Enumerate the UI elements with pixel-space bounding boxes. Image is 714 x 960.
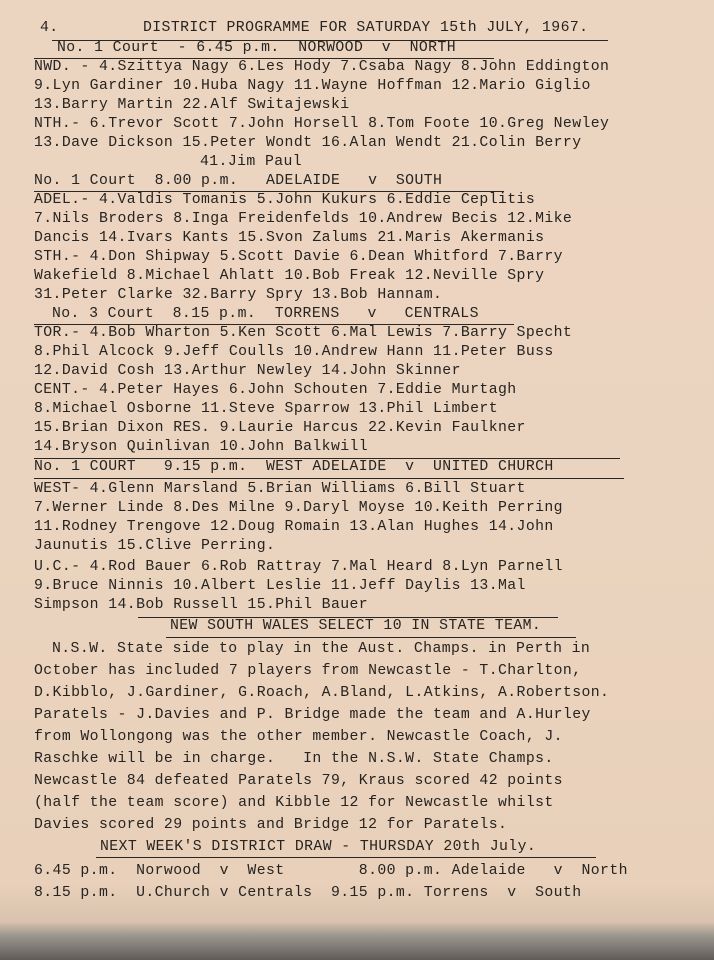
- team-list-line: TOR.- 4.Bob Wharton 5.Ken Scott 6.Mal Lewis 7.Barry Specht: [34, 325, 573, 341]
- match-heading-west-adelaide-united-church: No. 1 COURT 9.15 p.m. WEST ADELAIDE v UNITED CHURCH: [34, 459, 554, 475]
- fixture-line: 8.15 p.m. U.Church v Centrals 9.15 p.m. Torrens v South: [34, 885, 582, 901]
- article-paragraph-line: N.S.W. State side to play in the Aust. Champs. in Perth in: [52, 641, 591, 657]
- team-list-line: STH.- 4.Don Shipway 5.Scott Davie 6.Dean Whitford 7.Barry: [34, 249, 563, 265]
- article-paragraph-line: Davies scored 29 points and Bridge 12 for Paratels.: [34, 817, 508, 833]
- team-list-line: 8.Phil Alcock 9.Jeff Coulls 10.Andrew Hann 11.Peter Buss: [34, 344, 554, 360]
- match-heading-norwood-north: No. 1 Court - 6.45 p.m. NORWOOD v NORTH: [57, 40, 457, 56]
- team-list-line: 9.Lyn Gardiner 10.Huba Nagy 11.Wayne Hoffman 12.Mario Giglio: [34, 78, 591, 94]
- article-paragraph-line: (half the team score) and Kibble 12 for Newcastle whilst: [34, 795, 554, 811]
- team-list-line: CENT.- 4.Peter Hayes 6.John Schouten 7.Eddie Murtagh: [34, 382, 517, 398]
- article-paragraph-line: D.Kibblo, J.Gardiner, G.Roach, A.Bland, L.Atkins, A.Robertson.: [34, 685, 610, 701]
- team-list-line: U.C.- 4.Rod Bauer 6.Rob Rattray 7.Mal Heard 8.Lyn Parnell: [34, 559, 563, 575]
- page-number: 4.: [40, 20, 59, 36]
- team-list-line: 41.Jim Paul: [200, 154, 303, 170]
- team-list-line: ADEL.- 4.Valdis Tomanis 5.John Kukurs 6.Eddie Ceplitis: [34, 192, 536, 208]
- team-list-line: 8.Michael Osborne 11.Steve Sparrow 13.Phil Limbert: [34, 401, 498, 417]
- document-title: DISTRICT PROGRAMME FOR SATURDAY 15th JULY, 1967.: [143, 20, 589, 36]
- team-list-line: 7.Werner Linde 8.Des Milne 9.Daryl Moyse 10.Keith Perring: [34, 500, 563, 516]
- nsw-section-heading: NEW SOUTH WALES SELECT 10 IN STATE TEAM.: [170, 618, 542, 634]
- team-list-line: 31.Peter Clarke 32.Barry Spry 13.Bob Hannam.: [34, 287, 443, 303]
- next-week-heading-underline: [96, 857, 596, 858]
- team-list-line: Wakefield 8.Michael Ahlatt 10.Bob Freak 12.Neville Spry: [34, 268, 545, 284]
- team-list-line: Dancis 14.Ivars Kants 15.Svon Zalums 21.Maris Akermanis: [34, 230, 545, 246]
- team-list-line: Simpson 14.Bob Russell 15.Phil Bauer: [34, 597, 369, 613]
- article-paragraph-line: Raschke will be in charge. In the N.S.W. State Champs.: [34, 751, 554, 767]
- team-list-line: Jaunutis 15.Clive Perring.: [34, 538, 276, 554]
- team-list-line: WEST- 4.Glenn Marsland 5.Brian Williams 6.Bill Stuart: [34, 481, 526, 497]
- team-list-line: 15.Brian Dixon RES. 9.Laurie Harcus 22.Kevin Faulkner: [34, 420, 526, 436]
- team-list-line: NWD. - 4.Szittya Nagy 6.Les Hody 7.Csaba Nagy 8.John Eddington: [34, 59, 610, 75]
- team-list-line: 13.Dave Dickson 15.Peter Wondt 16.Alan Wendt 21.Colin Berry: [34, 135, 582, 151]
- article-paragraph-line: Newcastle 84 defeated Paratels 79, Kraus scored 42 points: [34, 773, 563, 789]
- next-week-heading: NEXT WEEK'S DISTRICT DRAW - THURSDAY 20th July.: [100, 839, 537, 855]
- team-list-line: 9.Bruce Ninnis 10.Albert Leslie 11.Jeff Daylis 13.Mal: [34, 578, 526, 594]
- section-heading-underline: [166, 637, 576, 638]
- article-paragraph-line: from Wollongong was the other member. Newcastle Coach, J.: [34, 729, 563, 745]
- match-heading-adelaide-south: No. 1 Court 8.00 p.m. ADELAIDE v SOUTH: [34, 173, 443, 189]
- team-list-line: 7.Nils Broders 8.Inga Freidenfelds 10.Andrew Becis 12.Mike: [34, 211, 573, 227]
- article-paragraph-line: Paratels - J.Davies and P. Bridge made the team and A.Hurley: [34, 707, 591, 723]
- team-list-line: 13.Barry Martin 22.Alf Switajewski: [34, 97, 350, 113]
- team-list-line: NTH.- 6.Trevor Scott 7.John Horsell 8.Tom Foote 10.Greg Newley: [34, 116, 610, 132]
- article-paragraph-line: October has included 7 players from Newcastle - T.Charlton,: [34, 663, 582, 679]
- team-list-line: 12.David Cosh 13.Arthur Newley 14.John Skinner: [34, 363, 461, 379]
- team-list-line: 14.Bryson Quinlivan 10.John Balkwill: [34, 439, 369, 455]
- match-heading-torrens-centrals: No. 3 Court 8.15 p.m. TORRENS v CENTRALS: [52, 306, 479, 322]
- match-heading-underline: [34, 478, 624, 479]
- team-list-line: 11.Rodney Trengove 12.Doug Romain 13.Alan Hughes 14.John: [34, 519, 554, 535]
- fixture-line: 6.45 p.m. Norwood v West 8.00 p.m. Adelaide v North: [34, 863, 628, 879]
